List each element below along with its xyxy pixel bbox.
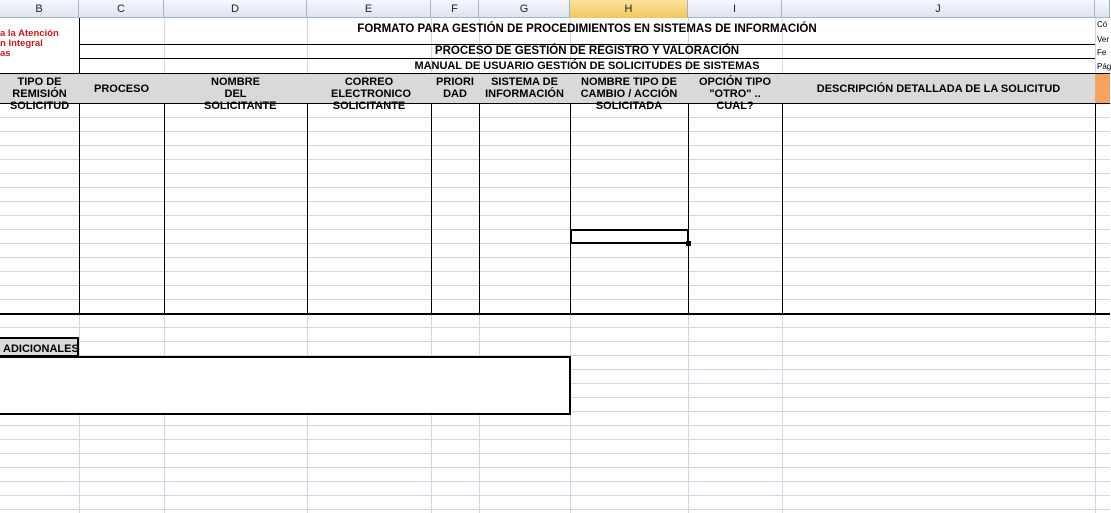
adicionales-label: ADICIONALES	[0, 337, 79, 357]
header-tipo-cambio: NOMBRE TIPO DE CAMBIO / ACCIÓN SOLICITADA	[580, 76, 678, 112]
accent-header-cell	[1095, 74, 1110, 103]
gridline-row	[0, 229, 1110, 230]
table-col-border-8	[1095, 73, 1096, 314]
column-header-c[interactable]: C	[79, 0, 164, 18]
column-header-i[interactable]: I	[688, 0, 782, 18]
side-label-pagina: Pág	[1097, 62, 1111, 71]
gridline-row	[0, 257, 1110, 258]
gridline-row	[0, 327, 1110, 328]
column-header-bar	[0, 0, 1110, 18]
adicionales-box[interactable]	[0, 356, 571, 415]
gridline-row	[0, 509, 1110, 510]
header-descripcion: DESCRIPCIÓN DETALLADA DE LA SOLICITUD	[816, 83, 1061, 95]
gridline-row	[0, 285, 1110, 286]
header-sistema: SISTEMA DE INFORMACIÓN	[485, 76, 564, 100]
side-label-codigo: Có	[1097, 20, 1108, 29]
gridline-row	[0, 187, 1110, 188]
title-sep-2	[79, 58, 1095, 59]
active-cell-selection[interactable]	[570, 229, 689, 244]
fill-handle[interactable]	[686, 241, 691, 246]
column-header-e[interactable]: E	[307, 0, 431, 18]
table-bottom-border	[0, 313, 1110, 315]
header-nombre-solicitante: NOMBRE DEL SOLICITANTE	[204, 76, 277, 112]
logo-line-2: n Integral	[0, 38, 43, 49]
column-header-f[interactable]: F	[431, 0, 479, 18]
manual-title: MANUAL DE USUARIO GESTIÓN DE SOLICITUDES DE SISTEMAS	[414, 60, 760, 72]
column-header-j[interactable]: J	[782, 0, 1095, 18]
gridline-row	[0, 173, 1110, 174]
header-correo: CORREO ELECTRONICO SOLICITANTE	[331, 76, 412, 112]
table-col-border-6	[688, 73, 689, 314]
gridline-row	[0, 159, 1110, 160]
gridline-row	[0, 131, 1110, 132]
logo-line-3: as	[0, 48, 11, 59]
table-col-border-5	[570, 73, 571, 314]
gridline-row	[0, 453, 1110, 454]
form-title: FORMATO PARA GESTIÓN DE PROCEDIMIENTOS EN SISTEMAS DE INFORMACIÓN	[357, 23, 817, 35]
logo-line-1: a la Atención	[0, 28, 59, 39]
header-opcion-otro: OPCIÓN TIPO "OTRO" .. CUAL?	[698, 76, 772, 112]
side-label-fecha: Fe	[1097, 48, 1107, 57]
table-col-border-3	[431, 73, 432, 314]
table-col-border-1	[164, 73, 165, 314]
column-header-h[interactable]: H	[570, 0, 688, 18]
column-header-k[interactable]	[1095, 0, 1110, 18]
gridline-row	[0, 341, 1110, 342]
gridline-row	[0, 271, 1110, 272]
header-prioridad: PRIORI DAD	[436, 76, 474, 100]
gridline-row	[0, 425, 1110, 426]
gridline-row	[0, 201, 1110, 202]
gridline-row	[0, 145, 1110, 146]
column-header-d[interactable]: D	[164, 0, 307, 18]
table-col-border-4	[479, 73, 480, 314]
table-col-border-0	[79, 73, 80, 314]
process-title: PROCESO DE GESTIÓN DE REGISTRO Y VALORACIÓN	[434, 45, 740, 57]
header-proceso: PROCESO	[93, 83, 149, 95]
gridline-row	[0, 481, 1110, 482]
gridline-row	[0, 439, 1110, 440]
gridline-row	[0, 215, 1110, 216]
column-header-b[interactable]: B	[0, 0, 79, 18]
column-header-g[interactable]: G	[479, 0, 570, 18]
gridline-row	[0, 495, 1110, 496]
table-col-border-7	[782, 73, 783, 314]
table-col-border-2	[307, 73, 308, 314]
gridline-row	[0, 299, 1110, 300]
side-label-version: Ver	[1097, 35, 1110, 44]
gridline-row	[0, 243, 1110, 244]
header-tipo-remision: TIPO DE REMISIÓN SOLICITUD	[9, 76, 70, 112]
gridline-row	[0, 467, 1110, 468]
gridline-row	[0, 117, 1110, 118]
